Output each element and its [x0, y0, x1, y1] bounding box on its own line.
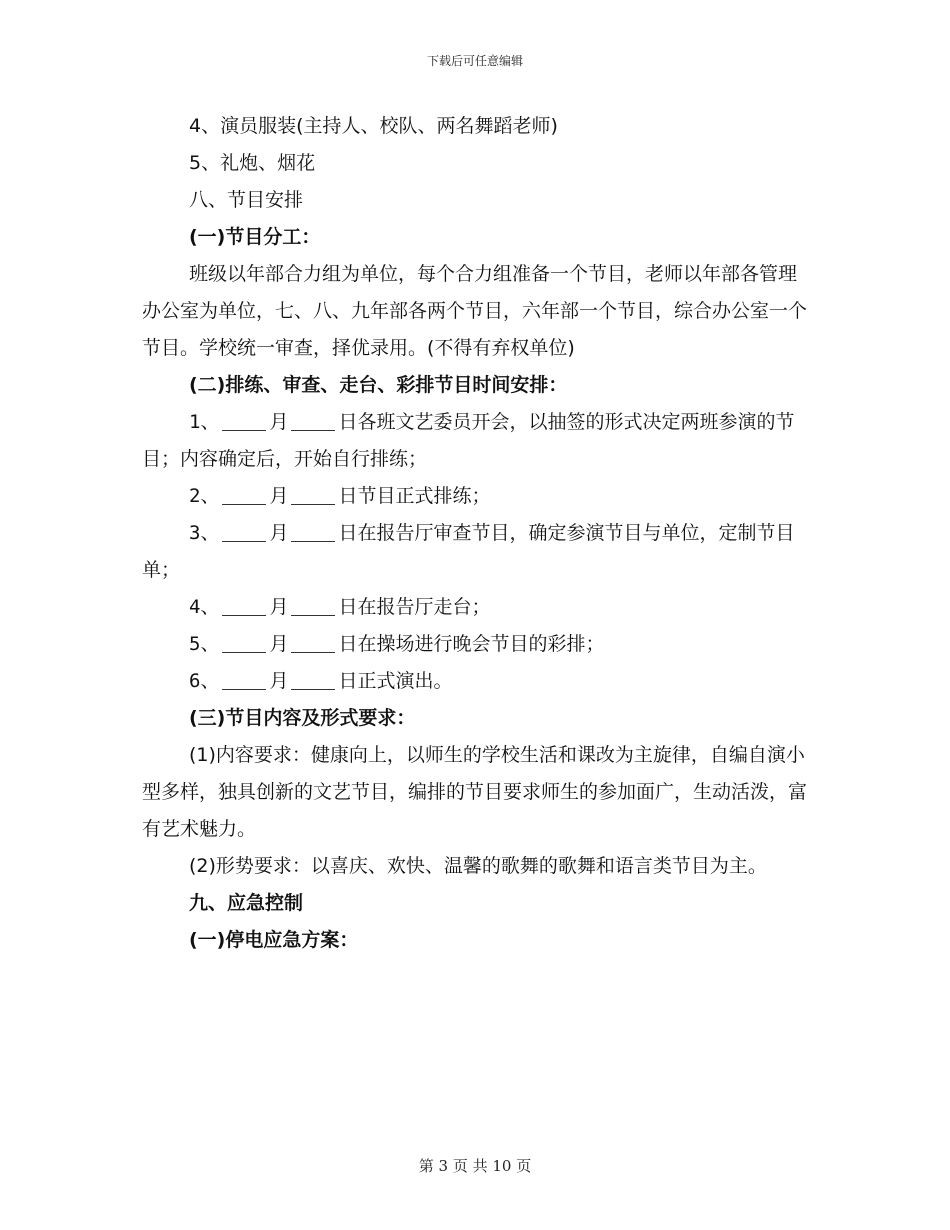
month-label: 月	[269, 411, 289, 433]
month-label: 月	[269, 633, 289, 655]
item-number: 2、	[189, 485, 220, 507]
item-text: 在操场进行晚会节目的彩排；	[357, 633, 605, 655]
blank-line	[222, 632, 266, 653]
item-text: 各班文艺委员开会，以抽签的形式决定两班参演的节目；内容确定后，开始自行排练；	[142, 411, 795, 470]
day-label: 日	[338, 411, 358, 433]
day-label: 日	[338, 596, 358, 618]
item-text: 正式演出。	[357, 670, 453, 692]
page-header-note: 下载后可任意编辑	[426, 54, 523, 68]
subsection-heading: (二)排练、审查、走台、彩排节目时间安排：	[189, 374, 568, 396]
month-label: 月	[269, 596, 289, 618]
day-label: 日	[338, 670, 358, 692]
subsection-heading: (一)停电应急方案：	[189, 929, 359, 951]
blank-line	[291, 632, 335, 653]
item-text: 在报告厅走台；	[357, 596, 491, 618]
blank-line	[291, 521, 335, 542]
blank-line	[222, 484, 266, 505]
item-number: 6、	[189, 670, 220, 692]
blank-line	[291, 595, 335, 616]
day-label: 日	[338, 485, 358, 507]
month-label: 月	[269, 485, 289, 507]
paragraph: (2)形势要求：以喜庆、欢快、温馨的歌舞的歌舞和语言类节目为主。	[189, 855, 767, 877]
document-body	[142, 108, 812, 959]
schedule-item	[142, 404, 812, 478]
paragraph: 班级以年部合力组为单位，每个合力组准备一个节目，老师以年部各管理办公室为单位，七、八、九年部各两个节目，六年部一个节目，综合办公室一个节目。学校统一审查，择优录用。(不得有弃权单位)	[142, 263, 808, 359]
paragraph: 5、礼炮、烟花	[189, 152, 316, 174]
item-number: 3、	[189, 522, 220, 544]
item-text: 节目正式排练；	[357, 485, 491, 507]
item-number: 5、	[189, 633, 220, 655]
page-number: 第 3 页 共 10 页	[418, 1157, 532, 1175]
blank-line	[291, 484, 335, 505]
paragraph: (1)内容要求：健康向上，以师生的学校生活和课改为主旋律，自编自演小型多样，独具创新的文艺节目，编排的节目要求师生的参加面广，生动活泼，富有艺术魅力。	[142, 744, 808, 840]
schedule-item	[142, 478, 812, 515]
blank-line	[291, 410, 335, 431]
subsection-heading: (一)节目分工：	[189, 226, 321, 248]
blank-line	[291, 669, 335, 690]
day-label: 日	[338, 633, 358, 655]
blank-line	[222, 521, 266, 542]
section-heading: 九、应急控制	[189, 892, 304, 914]
schedule-item	[142, 515, 812, 589]
day-label: 日	[338, 522, 358, 544]
paragraph: 4、演员服装(主持人、校队、两名舞蹈老师)	[189, 115, 558, 137]
blank-line	[222, 595, 266, 616]
month-label: 月	[269, 670, 289, 692]
subsection-heading: (三)节目内容及形式要求：	[189, 707, 416, 729]
item-number: 1、	[189, 411, 220, 433]
item-text: 在报告厅审查节目，确定参演节目与单位，定制节目单；	[142, 522, 795, 581]
month-label: 月	[269, 522, 289, 544]
item-number: 4、	[189, 596, 220, 618]
section-heading: 八、节目安排	[189, 189, 304, 211]
schedule-item	[142, 589, 812, 626]
schedule-item	[142, 626, 812, 663]
schedule-item	[142, 663, 812, 700]
blank-line	[222, 669, 266, 690]
blank-line	[222, 410, 266, 431]
